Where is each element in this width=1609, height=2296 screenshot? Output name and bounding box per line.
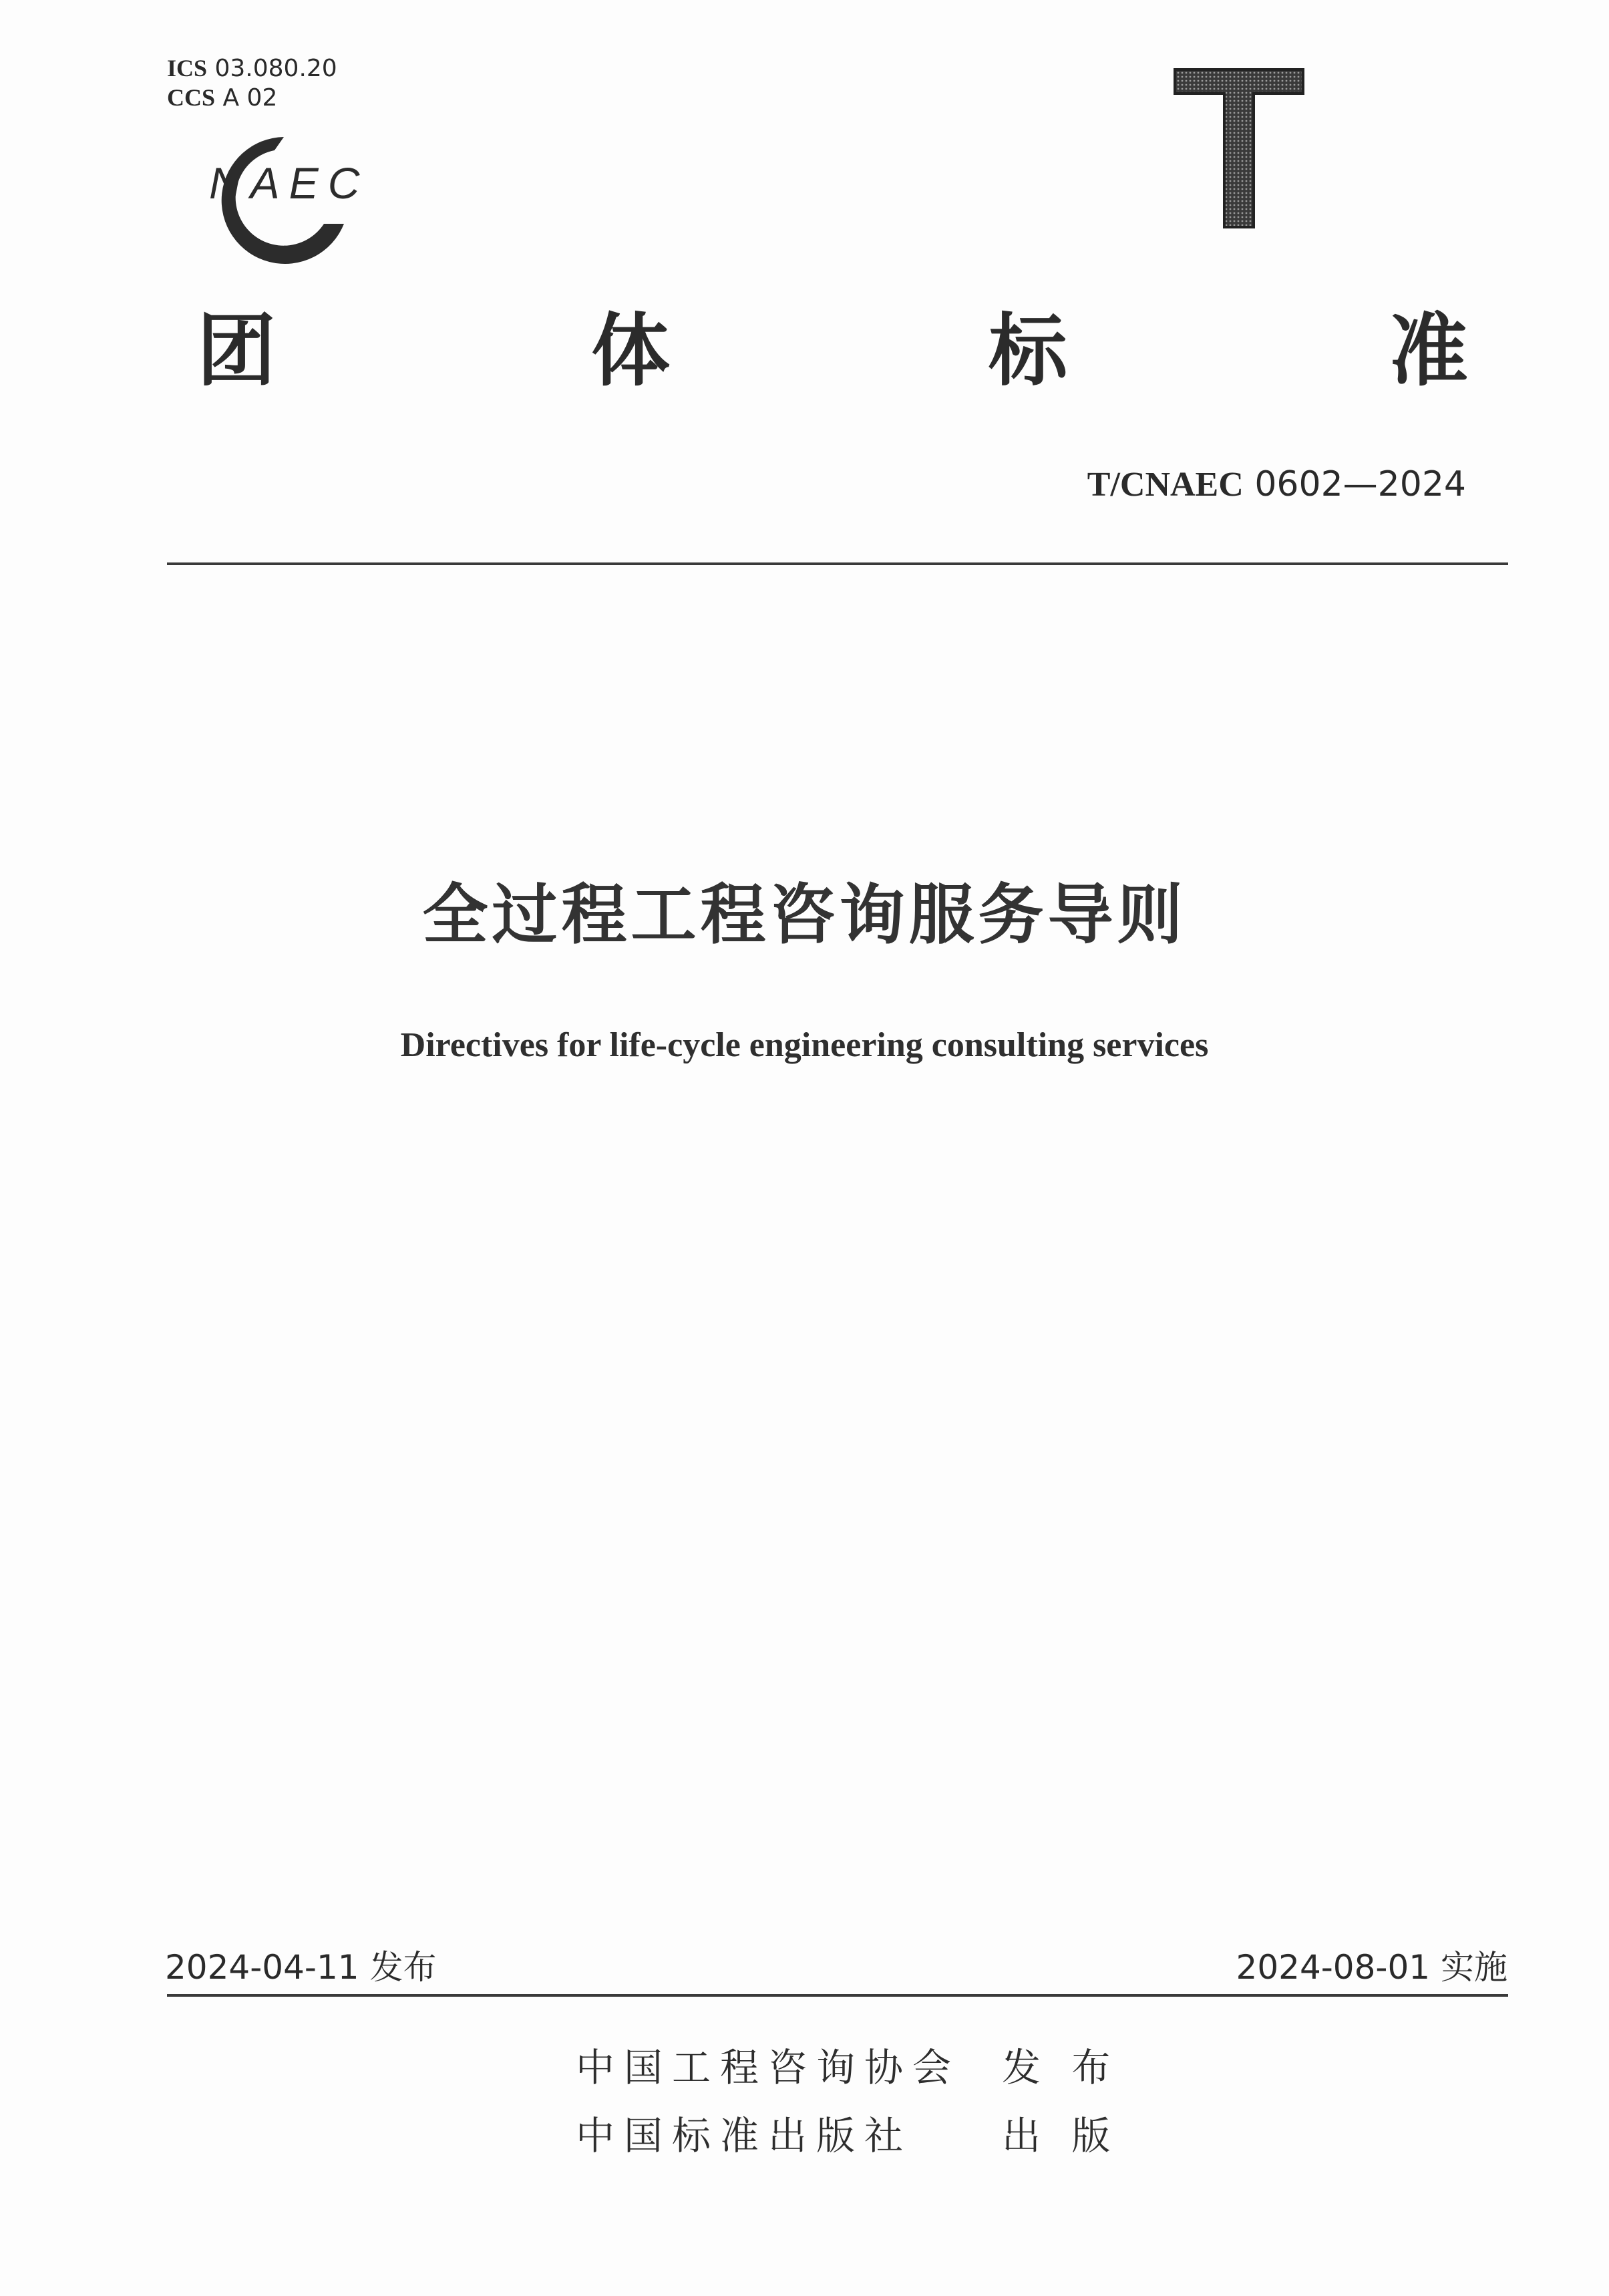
- cnaec-logo: [164, 124, 404, 271]
- title-english: Directives for life-cycle engineering consulting services: [400, 1026, 1209, 1064]
- implementation-date: 2024-08-01 实施: [1236, 1948, 1507, 1987]
- standard-type-mark: [1172, 67, 1306, 230]
- header-rule: [167, 562, 1508, 565]
- footer-rule: [167, 1994, 1508, 1997]
- press-org: 中国标准出版社: [576, 2113, 913, 2158]
- publisher-role: 发 布: [1002, 2045, 1120, 2090]
- publisher-org: 中国工程咨询协会: [576, 2045, 961, 2090]
- ccs-label: CCS: [167, 84, 216, 111]
- publish-date: 2024-04-11 发布: [165, 1948, 437, 1987]
- category-char-4: 准: [1389, 305, 1469, 397]
- ics-label: ICS: [167, 55, 208, 81]
- standard-number: [1087, 464, 1466, 505]
- category-char-1: 团: [197, 305, 277, 397]
- t-letter-shape: [1175, 69, 1303, 227]
- standard-number-prefix: T/CNAEC: [1087, 466, 1244, 504]
- category-char-2: 体: [591, 305, 671, 397]
- ccs-value: A 02: [222, 84, 278, 112]
- ccs-code: [167, 83, 277, 113]
- ics-code: [167, 53, 337, 84]
- logo-text: NAEC: [209, 158, 369, 208]
- title-chinese: 全过程工程咨询服务导则: [422, 877, 1187, 953]
- category-char-3: 标: [989, 305, 1068, 397]
- standard-number-value: 0602—2024: [1254, 464, 1466, 504]
- ics-value: 03.080.20: [214, 55, 337, 82]
- press-role: 出 版: [1002, 2113, 1120, 2158]
